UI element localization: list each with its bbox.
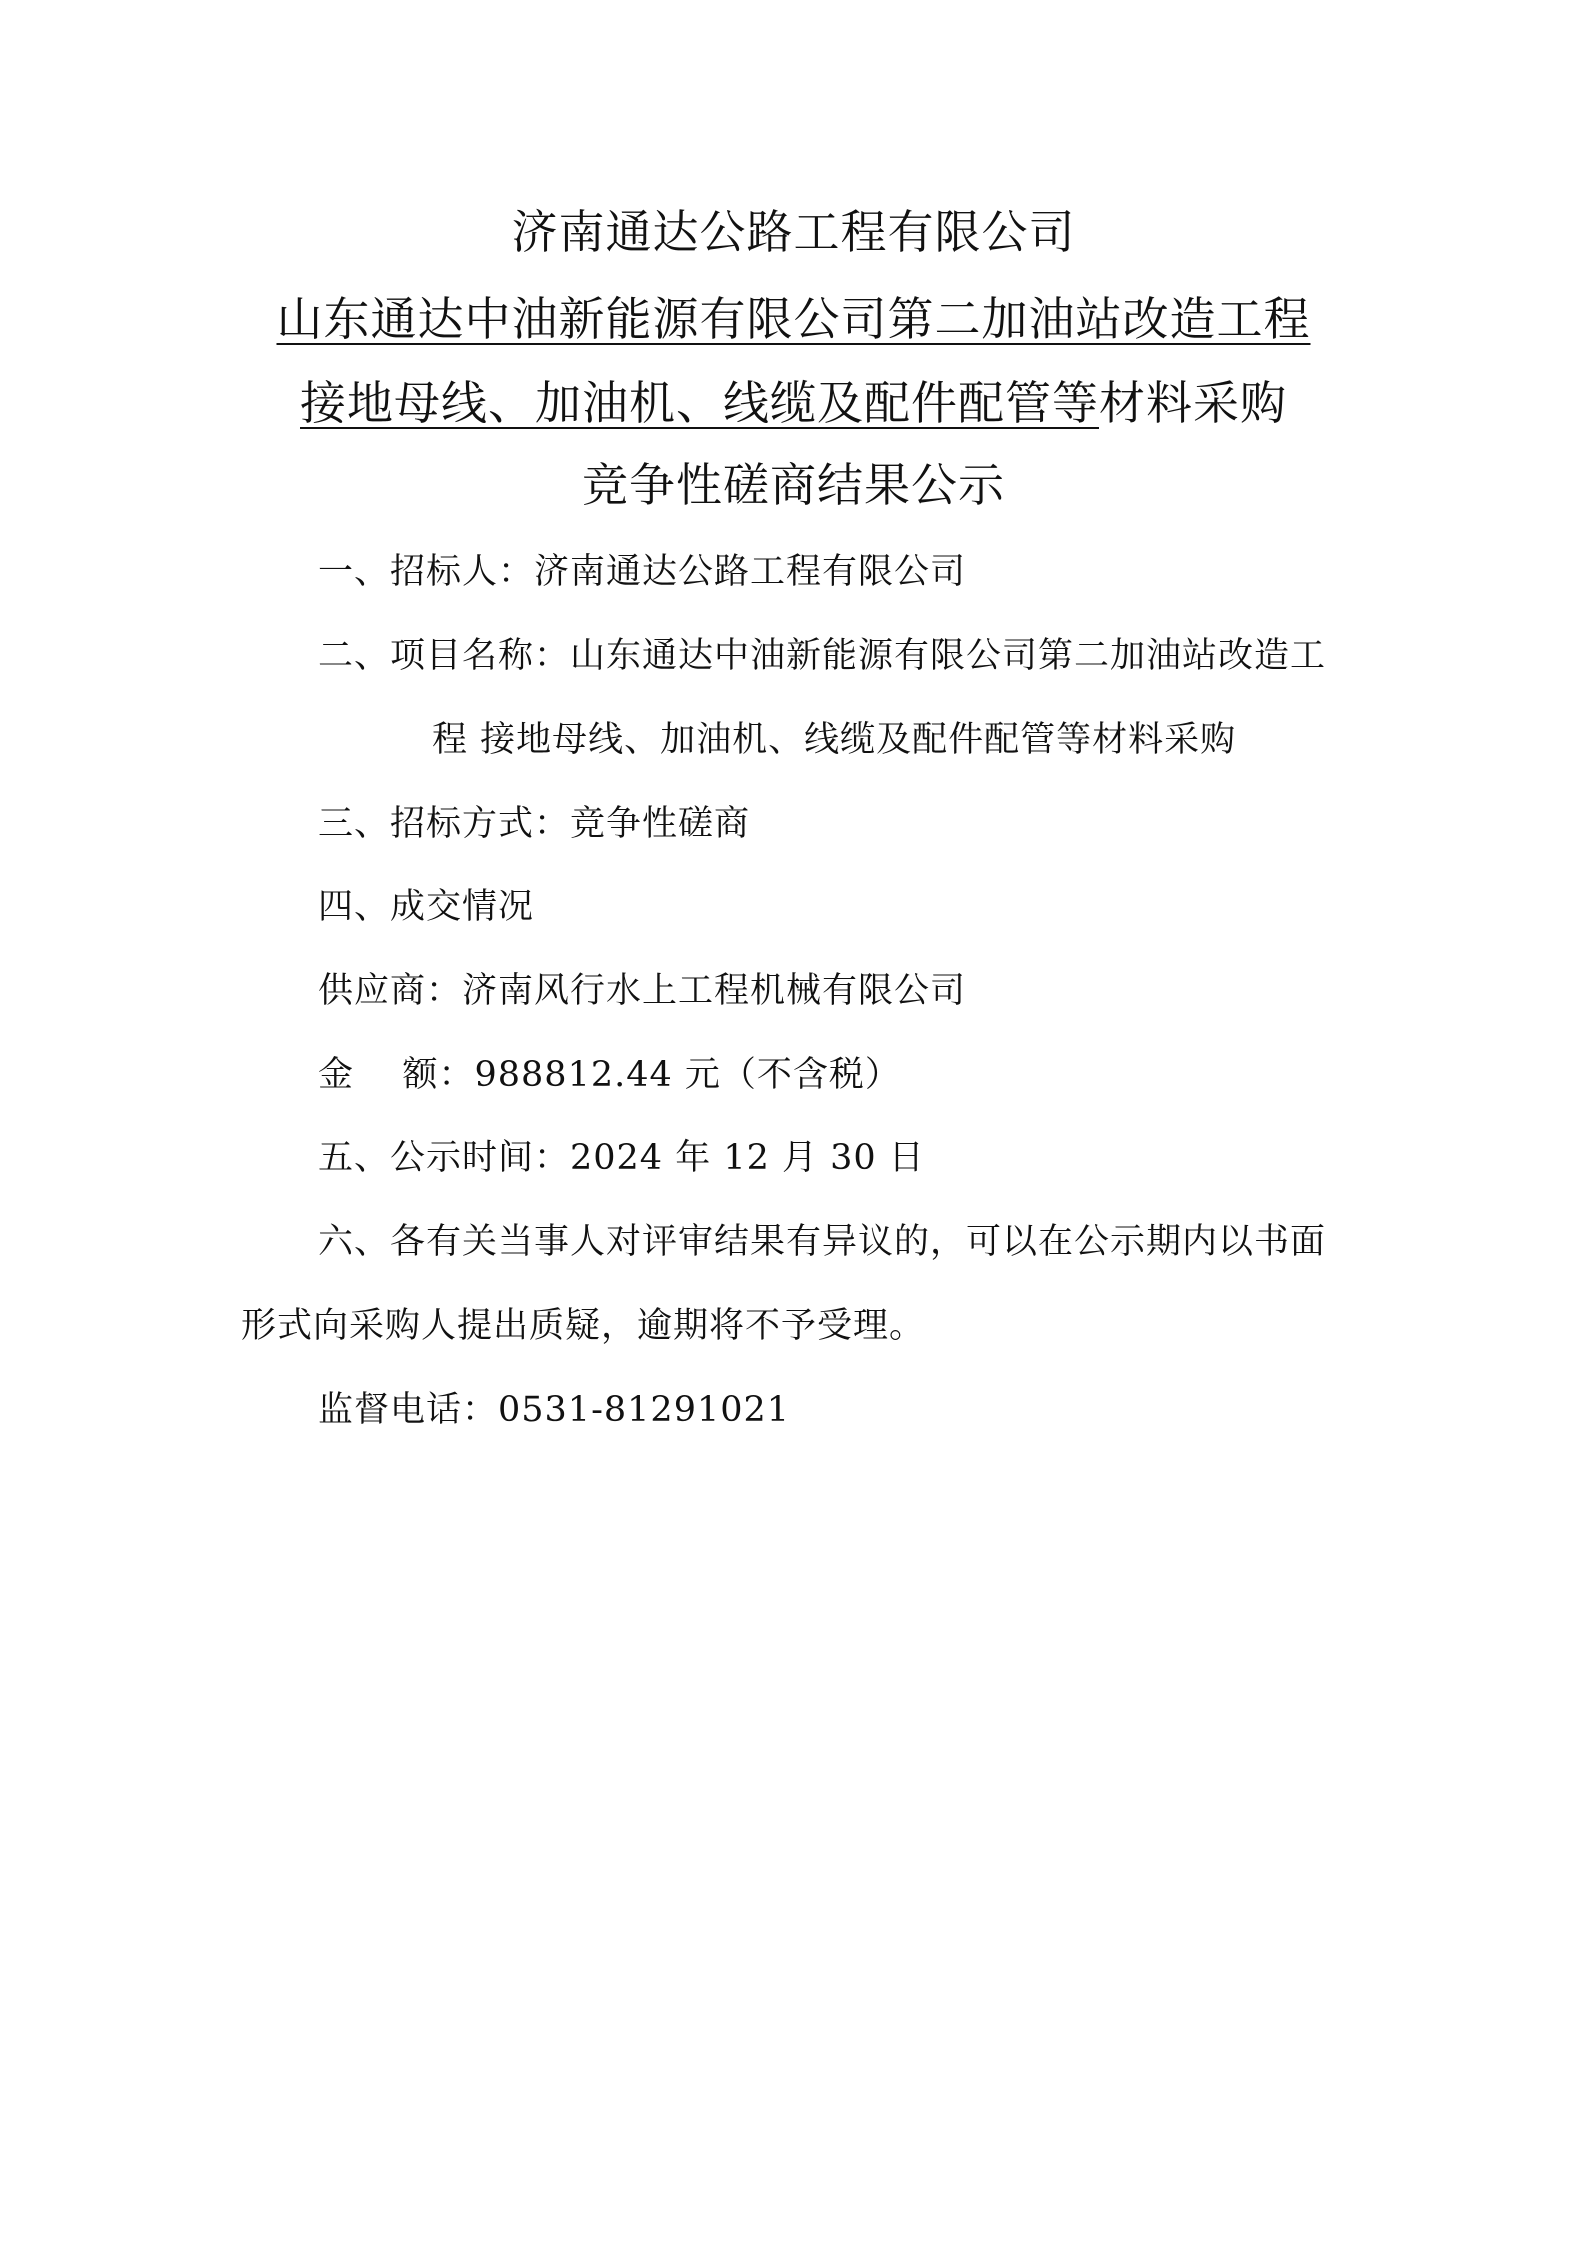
project-name-item-line2: 程 接地母线、加油机、线缆及配件配管等材料采购 [432,720,1237,760]
project-title-line2-underlined: 接地母线、加油机、线缆及配件配管等 [300,376,1099,430]
deal-status-item: 四、成交情况 [318,887,535,927]
notice-subtitle-text: 竞争性磋商结果公示 [582,458,1005,512]
objection-item-line1: 六、各有关当事人对评审结果有异议的，可以在公示期内以书面 [318,1222,1327,1262]
supplier-item: 供应商：济南风行水上工程机械有限公司 [318,971,967,1011]
project-title-line2 [0,373,1587,433]
objection-item-line2: 形式向采购人提出质疑，逾期将不予受理。 [241,1306,926,1346]
project-title-line2-rest: 材料采购 [1099,376,1287,430]
notice-subtitle [0,455,1587,515]
project-name-item-line1: 二、项目名称：山东通达中油新能源有限公司第二加油站改造工 [318,636,1327,676]
project-title-line1 [0,289,1587,349]
project-title-line1-text: 山东通达中油新能源有限公司第二加油站改造工程 [276,292,1311,346]
company-title-text: 济南通达公路工程有限公司 [511,205,1076,259]
notice-time-item: 五、公示时间：2024 年 12 月 30 日 [318,1138,925,1178]
tender-method-item: 三、招标方式：竞争性磋商 [318,804,751,844]
amount-item: 金 额：988812.44 元（不含税） [318,1055,901,1095]
supervision-hotline: 监督电话：0531-81291021 [318,1390,791,1430]
company-title [0,202,1587,262]
tenderer-item: 一、招标人：济南通达公路工程有限公司 [318,552,967,592]
